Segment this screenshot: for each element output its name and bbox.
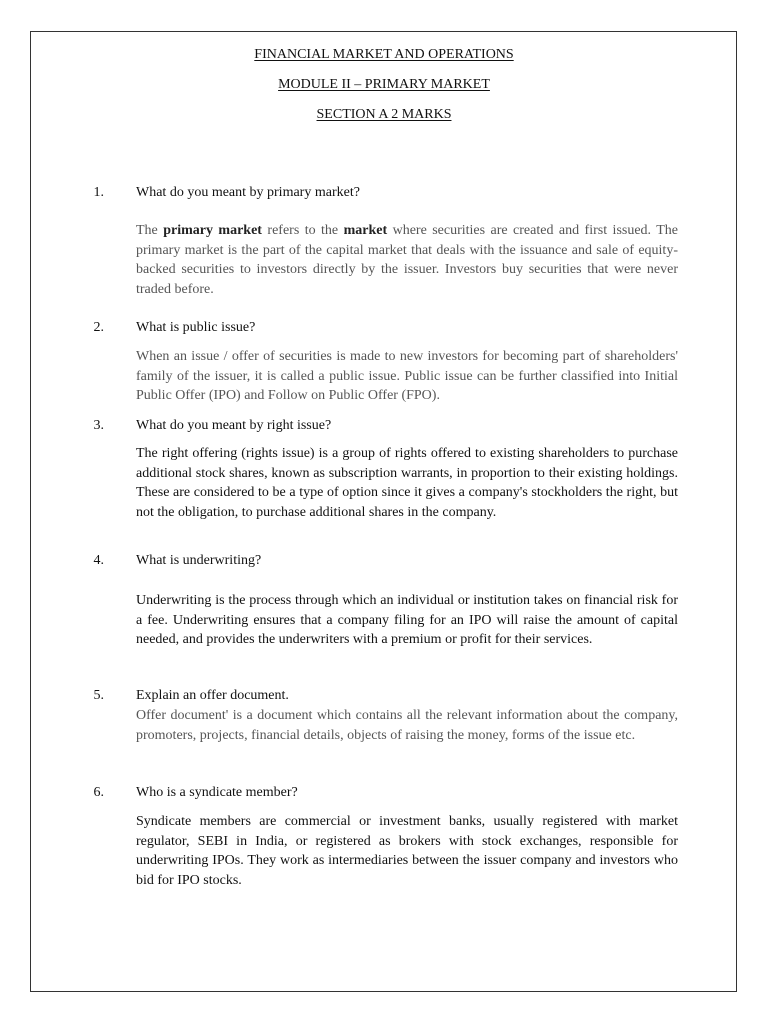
question-number: 2.	[93, 320, 104, 335]
question-number: 3.	[93, 418, 104, 433]
question-5	[93, 688, 682, 704]
question-3	[93, 418, 682, 434]
answer-6: Syndicate members are commercial or investment banks, usually registered with market regulator, SEBI in India, or registered as brokers with stock exchanges, responsible for underwriting IPOs. They work as intermediaries between the issuer company and investors who bid for IPO stocks.	[136, 814, 678, 888]
module-title: MODULE II – PRIMARY MARKET	[278, 77, 490, 92]
section-title: SECTION A 2 MARKS	[316, 107, 452, 122]
answer-3: The right offering (rights issue) is a group of rights offered to existing shareholders to purchase additional stock shares, known as subscription warrants, in proportion to their existing holdings. These are considered to be a type of option since it gives a company's stockholders the right, but not the obligation, to purchase additional shares in the company.	[136, 446, 678, 520]
question-2	[93, 320, 682, 336]
answer-1	[136, 221, 678, 299]
question-number: 4.	[93, 553, 104, 568]
answer-text: The	[136, 223, 164, 238]
question-number: 5.	[93, 688, 104, 703]
answer-text: refers to the	[261, 223, 344, 238]
question-text: Who is a syndicate member?	[136, 785, 298, 800]
question-6	[93, 785, 682, 801]
answer-2: When an issue / offer of securities is made to new investors for becoming part of shareholders' family of the issuer, it is called a public issue. Public issue can be further classified into Initial Public Offer (IPO) and Follow on Public Offer (FPO).	[136, 349, 678, 403]
question-text: What do you meant by right issue?	[136, 418, 332, 433]
answer-bold-term: market	[343, 223, 388, 238]
question-text: What do you meant by primary market?	[136, 185, 360, 200]
question-text: What is public issue?	[136, 320, 256, 335]
answer-5: Offer document' is a document which contains all the relevant information about the company, promoters, projects, financial details, objects of raising the money, forms of the issue etc.	[136, 708, 678, 743]
answer-bold-term: primary market	[163, 223, 262, 238]
answer-4: Underwriting is the process through which an individual or institution takes on financial risk for a fee. Underwriting ensures that a company filing for an IPO will raise the amount of capital needed, and provides the underwriters with a premium or profit for their services.	[136, 593, 678, 647]
question-number: 1.	[93, 185, 104, 200]
question-text: Explain an offer document.	[136, 688, 289, 703]
answer-text: where securities are created and first issued. The primary market is the part of the capital market that deals with the issuance and sale of equity-backed securities to investors directly by the issuer. Investors buy securities that were never traded before.	[136, 223, 679, 297]
question-1	[93, 185, 682, 201]
question-4	[93, 553, 682, 569]
document-title: FINANCIAL MARKET AND OPERATIONS	[254, 47, 514, 62]
question-number: 6.	[93, 785, 104, 800]
question-text: What is underwriting?	[136, 553, 262, 568]
